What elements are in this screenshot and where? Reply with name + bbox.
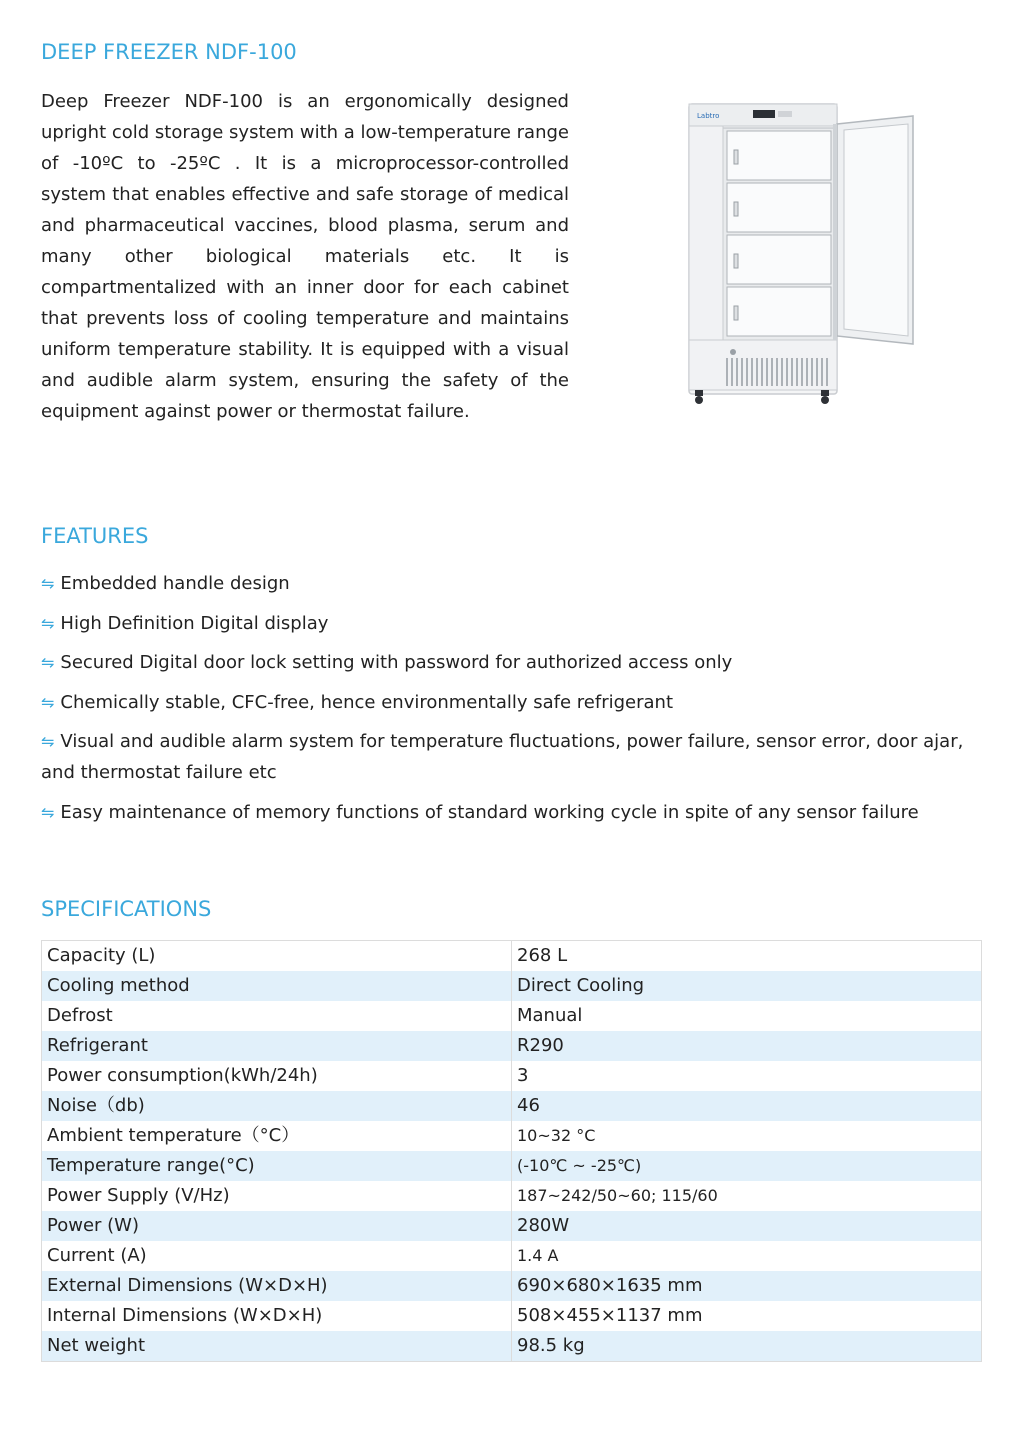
- table-row: [42, 1301, 982, 1331]
- brand-logo: Labtro: [697, 112, 720, 120]
- feature-text: Easy maintenance of memory functions of standard working cycle in spite of any sensor failure: [60, 801, 919, 823]
- features-list: [41, 568, 981, 837]
- spec-value: 46: [512, 1091, 982, 1121]
- feature-item: [41, 568, 981, 599]
- spec-label: Refrigerant: [42, 1031, 512, 1061]
- spec-label: Temperature range(°C): [42, 1151, 512, 1181]
- table-row: [42, 1241, 982, 1271]
- feature-text: Visual and audible alarm system for temperature fluctuations, power failure, sensor error, door ajar, and thermostat failure etc: [41, 731, 964, 784]
- spec-label: Power (W): [42, 1211, 512, 1241]
- spec-value: 280W: [512, 1211, 982, 1241]
- table-row: [42, 1181, 982, 1211]
- spec-label: Power Supply (V/Hz): [42, 1181, 512, 1211]
- feature-item: [41, 647, 981, 678]
- spec-label: Net weight: [42, 1331, 512, 1362]
- spec-value: R290: [512, 1031, 982, 1061]
- feature-text: High Definition Digital display: [60, 612, 329, 634]
- spec-value: Manual: [512, 1001, 982, 1031]
- spec-value: 268 L: [512, 941, 982, 972]
- feature-item: [41, 797, 981, 828]
- feature-item: [41, 687, 981, 718]
- product-description: Deep Freezer NDF-100 is an ergonomically designed upright cold storage system with a low-temperature range of -10ºC to -25ºC . It is a microprocessor-controlled system that enables effective and safe storage of medical and pharmaceutical vaccines, blood plasma, serum and many other biological materials etc. It is compartmentalized with an inner door for each cabinet that prevents loss of cooling temperature and maintains uniform temperature stability. It is equipped with a visual and audible alarm system, ensuring the safety of the equipment against power or thermostat failure.: [41, 91, 569, 422]
- freezer-illustration: [683, 96, 923, 408]
- feature-item: [41, 726, 981, 788]
- spec-value: 187~242/50~60; 115/60: [512, 1181, 982, 1211]
- spec-label: Defrost: [42, 1001, 512, 1031]
- spec-label: Capacity (L): [42, 941, 512, 972]
- spec-value: 690×680×1635 mm: [512, 1271, 982, 1301]
- spec-value: 508×455×1137 mm: [512, 1301, 982, 1331]
- table-row: [42, 1121, 982, 1151]
- spec-value: 1.4 A: [512, 1241, 982, 1271]
- table-row: [42, 971, 982, 1001]
- table-row: [42, 941, 982, 972]
- bullet-arrow-icon: ⇋: [41, 574, 55, 593]
- bullet-arrow-icon: ⇋: [41, 653, 55, 673]
- table-row: [42, 1061, 982, 1091]
- spec-label: Current (A): [42, 1241, 512, 1271]
- table-row: [42, 1091, 982, 1121]
- table-row: [42, 1331, 982, 1362]
- table-row: [42, 1031, 982, 1061]
- feature-text: Embedded handle design: [60, 573, 290, 594]
- bullet-arrow-icon: ⇋: [41, 802, 55, 822]
- spec-value: (-10℃ ~ -25℃): [512, 1151, 982, 1181]
- spec-label: Cooling method: [42, 971, 512, 1001]
- table-row: [42, 1271, 982, 1301]
- spec-label: Noise（db): [42, 1091, 512, 1121]
- page-title: DEEP FREEZER NDF-100: [41, 40, 297, 64]
- spec-label: External Dimensions (W×D×H): [42, 1271, 512, 1301]
- table-row: [42, 1001, 982, 1031]
- table-row: [42, 1211, 982, 1241]
- features-heading: FEATURES: [41, 524, 149, 548]
- spec-label: Internal Dimensions (W×D×H): [42, 1301, 512, 1331]
- specifications-table: [41, 940, 982, 1362]
- spec-value: 10~32 °C: [512, 1121, 982, 1151]
- spec-label: Power consumption(kWh/24h): [42, 1061, 512, 1091]
- spec-label: Ambient temperature（°C）: [42, 1121, 512, 1151]
- bullet-arrow-icon: ⇋: [41, 692, 55, 712]
- feature-item: [41, 608, 981, 639]
- spec-value: 98.5 kg: [512, 1331, 982, 1362]
- feature-text: Chemically stable, CFC-free, hence environmentally safe refrigerant: [60, 691, 674, 713]
- freezer-product-image: [683, 96, 923, 408]
- bullet-arrow-icon: ⇋: [41, 613, 55, 633]
- bullet-arrow-icon: ⇋: [41, 732, 55, 752]
- specifications-heading: SPECIFICATIONS: [41, 897, 212, 921]
- feature-text: Secured Digital door lock setting with password for authorized access only: [60, 652, 733, 674]
- spec-value: Direct Cooling: [512, 971, 982, 1001]
- table-row: [42, 1151, 982, 1181]
- spec-value: 3: [512, 1061, 982, 1091]
